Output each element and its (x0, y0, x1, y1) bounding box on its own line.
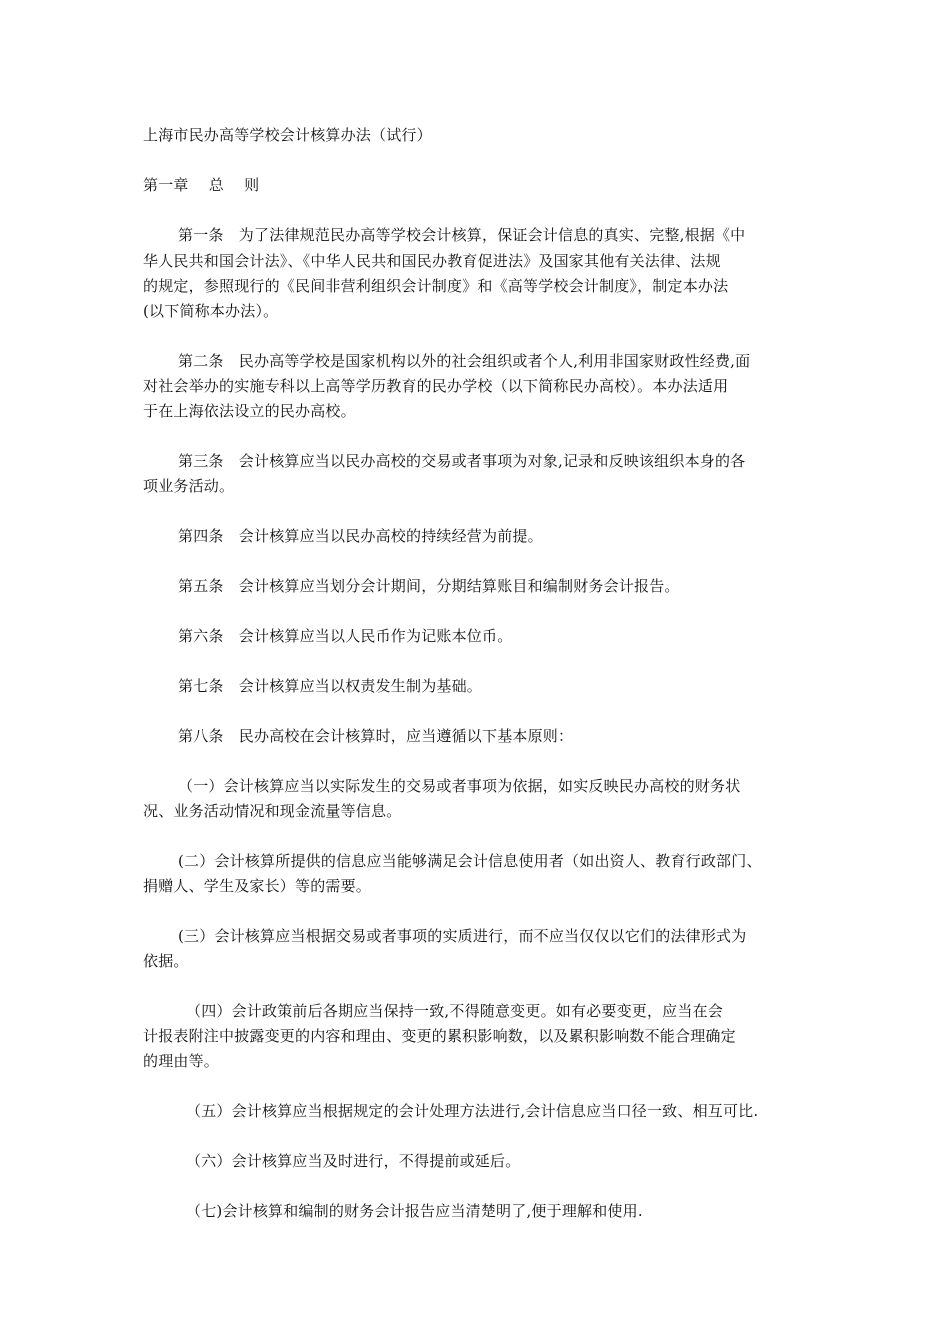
article-3-line-1: 第三条 会计核算应当以民办高校的交易或者事项为对象,记录和反映该组织本身的各 (178, 452, 746, 470)
article-4: 第四条 会计核算应当以民办高校的持续经营为前提。 (178, 527, 543, 545)
article-1-line-4: (以下简称本办法）。 (143, 302, 279, 320)
principle-4-line-1: （四）会计政策前后各期应当保持一致,不得随意变更。如有必要变更，应当在会 (186, 1002, 723, 1020)
article-2-line-2: 对社会举办的实施专科以上高等学历教育的民办学校（以下简称民办高校）。本办法适用 (143, 377, 729, 395)
article-1-line-2: 华人民共和国会计法》、《中华人民共和国民办教育促进法》及国家其他有关法律、法规 (143, 252, 721, 270)
principle-7: （七)会计核算和编制的财务会计报告应当清楚明了,便于理解和使用. (186, 1202, 643, 1220)
principle-1-line-1: （一）会计核算应当以实际发生的交易或者事项为依据，如实反映民办高校的财务状 (178, 777, 741, 795)
chapter-heading: 第一章 总 则 (143, 176, 260, 194)
principle-2-line-2: 捐赠人、学生及家长）等的需要。 (143, 877, 372, 895)
article-1-line-1: 第一条 为了法律规范民办高等学校会计核算，保证会计信息的真实、完整,根据《中 (178, 226, 746, 244)
article-7: 第七条 会计核算应当以权责发生制为基础。 (178, 677, 483, 695)
principle-4-line-2: 计报表附注中披露变更的内容和理由、变更的累积影响数，以及累积影响数不能合理确定 (143, 1027, 736, 1045)
principle-1-line-2: 况、业务活动情况和现金流量等信息。 (143, 802, 402, 820)
principle-4-line-3: 的理由等。 (143, 1052, 220, 1070)
principle-6: （六）会计核算应当及时进行，不得提前或延后。 (186, 1152, 521, 1170)
principle-2-line-1: (二）会计核算所提供的信息应当能够满足会计信息使用者（如出资人、教育行政部门、 (178, 852, 762, 870)
principle-5: （五）会计核算应当根据规定的会计处理方法进行,会计信息应当口径一致、相互可比. (186, 1102, 759, 1120)
article-1-line-3: 的规定，参照现行的《民间非营利组织会计制度》和《高等学校会计制度》，制定本办法 (143, 277, 729, 295)
article-8: 第八条 民办高校在会计核算时，应当遵循以下基本原则： (178, 727, 574, 745)
principle-3-line-1: (三）会计核算应当根据交易或者事项的实质进行，而不应当仅仅以它们的法律形式为 (178, 927, 747, 945)
article-6: 第六条 会计核算应当以人民币作为记账本位币。 (178, 627, 513, 645)
article-2-line-1: 第二条 民办高等学校是国家机构以外的社会组织或者个人,利用非国家财政性经费,面 (178, 352, 751, 370)
document-title: 上海市民办高等学校会计核算办法（试行） (143, 126, 432, 144)
article-3-line-2: 项业务活动。 (143, 477, 235, 495)
article-2-line-3: 于在上海依法设立的民办高校。 (143, 402, 356, 420)
article-5: 第五条 会计核算应当划分会计期间，分期结算账目和编制财务会计报告。 (178, 577, 680, 595)
principle-3-line-2: 依据。 (143, 952, 189, 970)
